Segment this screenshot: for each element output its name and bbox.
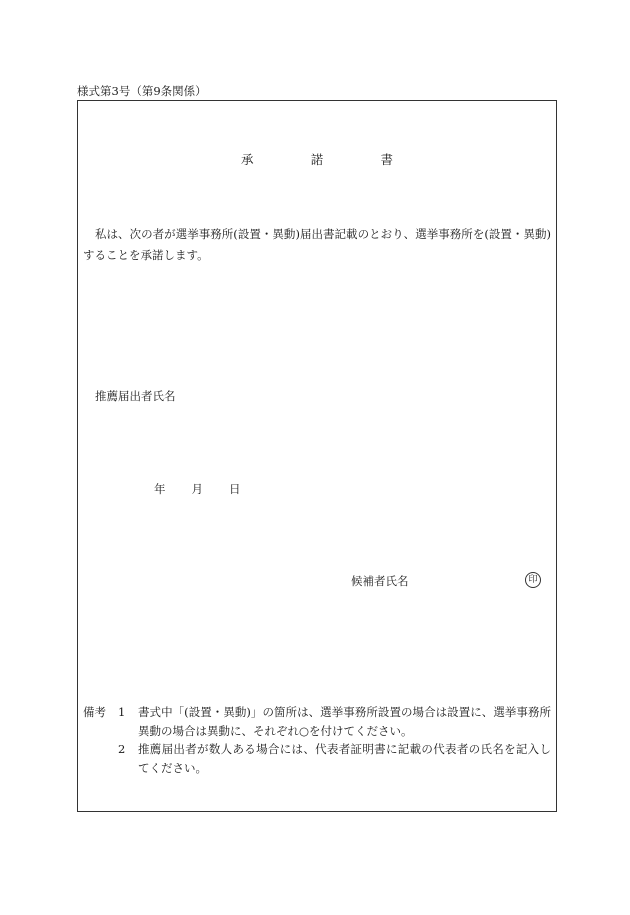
- remarks-note: [118, 740, 551, 777]
- remarks-note: [118, 703, 551, 740]
- title-char: 諾: [310, 152, 324, 167]
- title-char: 書: [380, 152, 393, 167]
- title-char: 承: [241, 152, 254, 167]
- date-year: 年: [154, 482, 166, 496]
- remarks-heading: 備考: [83, 705, 106, 719]
- date-line: [154, 481, 267, 497]
- note-text: 書式中「(設置・異動)」の箇所は、選挙事務所設置の場合は設置に、選挙事務所異動の場合は異動に、それぞれ○を付けてください。: [138, 705, 551, 738]
- candidate-name-label: 候補者氏名: [351, 574, 409, 588]
- document-title: [241, 150, 393, 168]
- consent-statement: 私は、次の者が選挙事務所(設置・異動)届出書記載のとおり、選挙事務所を(設置・異動)することを承諾します。: [83, 227, 551, 262]
- date-day: 日: [229, 482, 241, 496]
- note-text: 推薦届出者が数人ある場合には、代表者証明書に記載の代表者の氏名を記入してください。: [138, 742, 551, 775]
- note-number: 1: [118, 705, 126, 719]
- seal-mark: 印: [525, 572, 541, 588]
- form-number: 様式第3号（第9条関係）: [77, 84, 207, 98]
- note-number: 2: [118, 742, 126, 756]
- recommender-name-label: 推薦届出者氏名: [95, 389, 176, 403]
- date-month: 月: [191, 482, 203, 496]
